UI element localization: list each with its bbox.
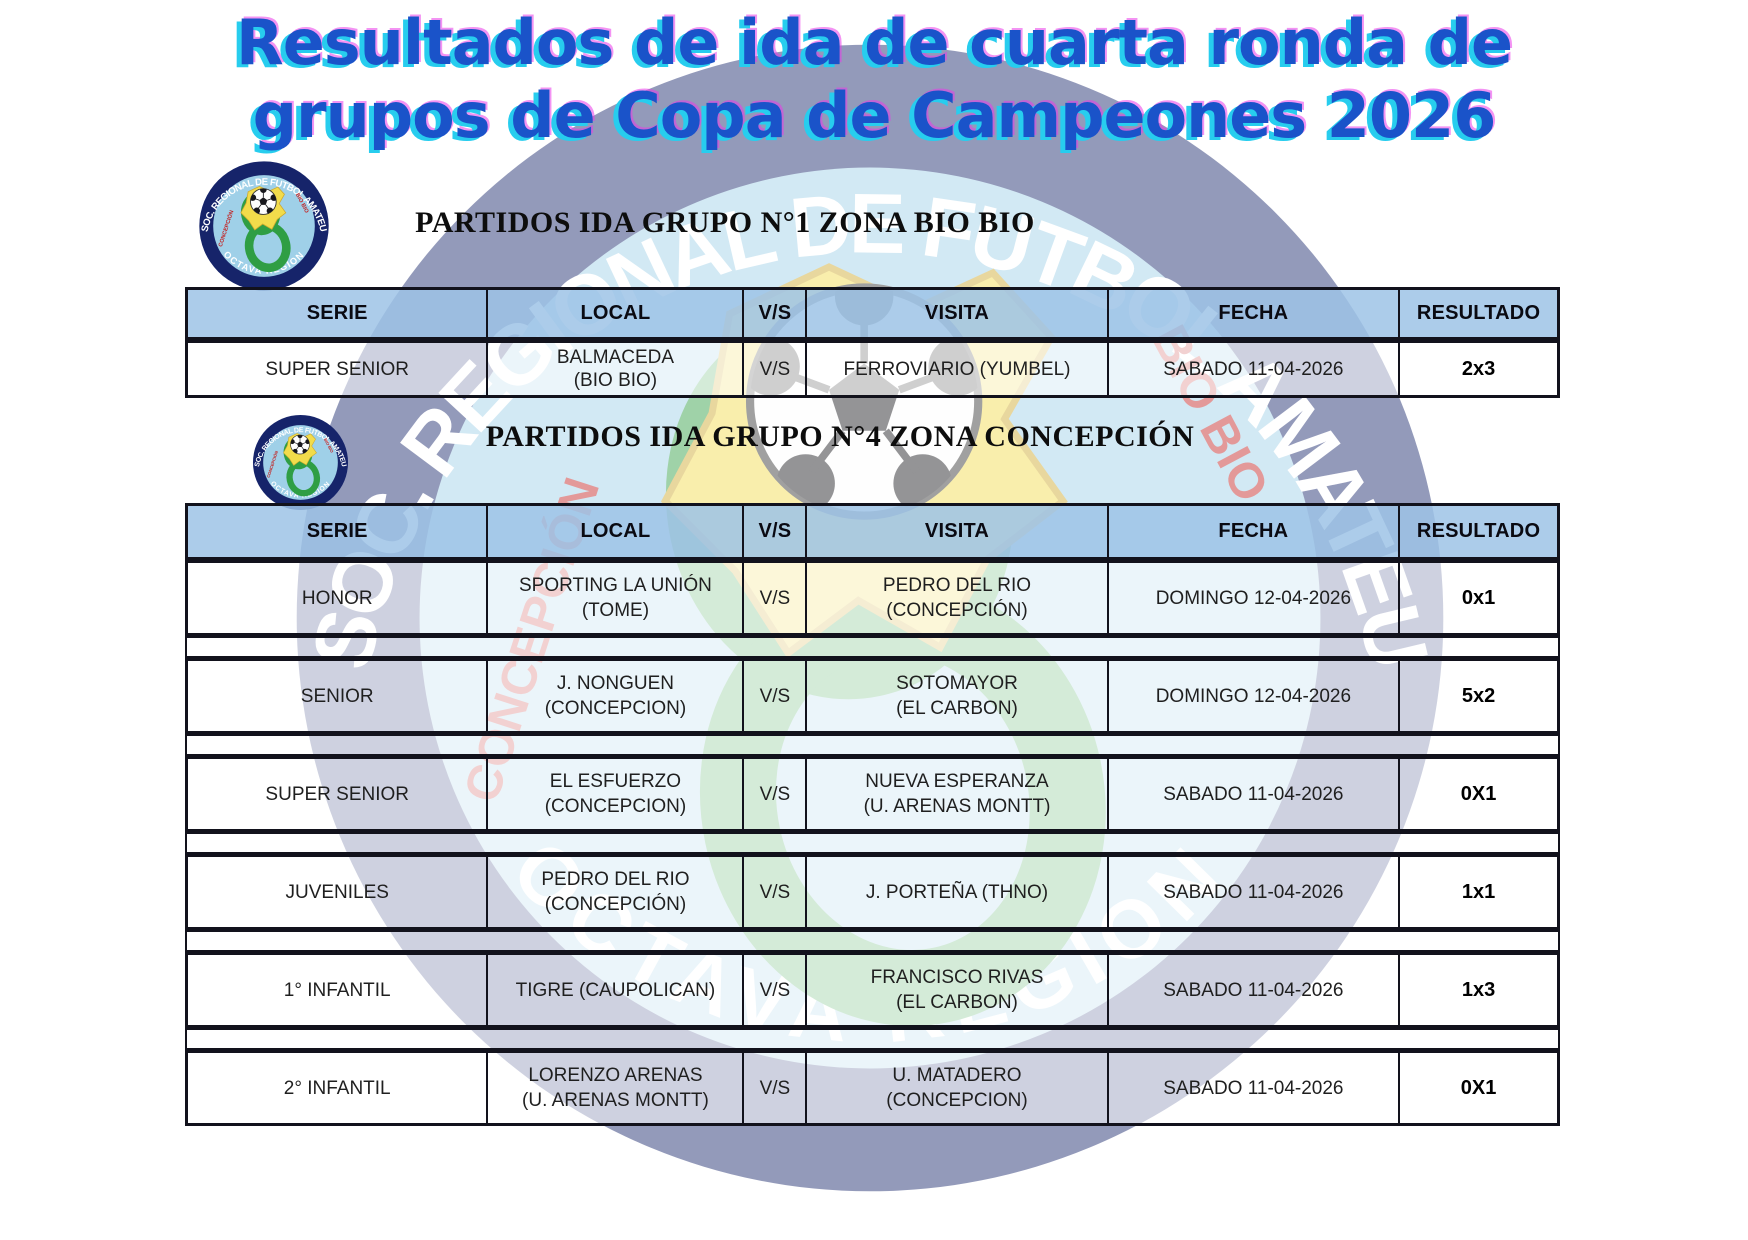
local-team-cell-line: (U. ARENAS MONTT): [522, 1090, 709, 1111]
row-spacer: [185, 636, 1560, 658]
visita-team-cell-line: J. PORTEÑA (THNO): [865, 881, 1049, 903]
serie-cell: 2° INFANTIL: [188, 1053, 486, 1123]
local-team-cell-line: SPORTING LA UNIÓN: [519, 575, 712, 596]
visita-team-cell: [805, 759, 1106, 829]
row-spacer: [185, 930, 1560, 952]
visita-team-cell-line: PEDRO DEL RIO: [882, 575, 1032, 596]
visita-team-cell-line: (CONCEPCIÓN): [886, 600, 1028, 621]
visita-team-cell-line: (EL CARBON): [896, 992, 1018, 1013]
visita-team-cell: [805, 1053, 1106, 1123]
local-team-cell-line: PEDRO DEL RIO: [541, 869, 690, 890]
resultado-cell: 1x3: [1398, 955, 1557, 1025]
visita-team-cell-line: (EL CARBON): [896, 698, 1018, 719]
resultado-cell: 1x1: [1398, 857, 1557, 927]
column-header-vs: V/S: [742, 506, 805, 557]
fecha-cell: DOMINGO 12-04-2026: [1107, 563, 1399, 633]
local-team-cell: [486, 857, 742, 927]
match-row: [185, 952, 1560, 1028]
vs-cell: V/S: [742, 563, 805, 633]
resultado-cell: 0X1: [1398, 1053, 1557, 1123]
local-team-cell-line: LORENZO ARENAS: [528, 1065, 703, 1086]
local-team-cell: [486, 955, 742, 1025]
local-team-cell-line: J. NONGUEN: [556, 673, 675, 694]
fecha-cell: SABADO 11-04-2026: [1107, 759, 1399, 829]
serie-cell: HONOR: [188, 563, 486, 633]
local-team-cell-line: (CONCEPCION): [544, 796, 687, 817]
visita-team-cell: [805, 563, 1106, 633]
fecha-cell: SABADO 11-04-2026: [1107, 1053, 1399, 1123]
vs-cell: V/S: [742, 1053, 805, 1123]
fecha-cell: SABADO 11-04-2026: [1107, 857, 1399, 927]
visita-team-cell-line: (U. ARENAS MONTT): [863, 796, 1051, 817]
resultado-cell: 0X1: [1398, 759, 1557, 829]
local-team-cell: [486, 661, 742, 731]
local-team-cell-line: (CONCEPCION): [544, 698, 687, 719]
table-header-row: [185, 503, 1560, 560]
resultado-cell: 0x1: [1398, 563, 1557, 633]
page-title: [0, 6, 1748, 152]
resultado-cell: 2x3: [1398, 343, 1557, 395]
section-heading-grupo-4: PARTIDOS IDA GRUPO N°4 ZONA CONCEPCIÓN: [485, 420, 1195, 453]
serie-cell: SENIOR: [188, 661, 486, 731]
vs-cell: V/S: [742, 955, 805, 1025]
row-spacer: [185, 1028, 1560, 1050]
page-title-line-2: grupos de Copa de Campeones 2026: [252, 79, 1496, 152]
vs-cell: V/S: [742, 661, 805, 731]
column-header-local: LOCAL: [486, 506, 742, 557]
resultado-cell: 5x2: [1398, 661, 1557, 731]
match-row: [185, 756, 1560, 832]
match-row: [185, 854, 1560, 930]
serie-cell: 1° INFANTIL: [188, 955, 486, 1025]
visita-team-cell-line: U. MATADERO: [892, 1065, 1022, 1086]
visita-team-cell-line: FERROVIARIO (YUMBEL): [843, 358, 1071, 380]
vs-cell: V/S: [742, 343, 805, 395]
row-spacer: [185, 734, 1560, 756]
column-header-serie: SERIE: [188, 290, 486, 337]
column-header-visita: VISITA: [805, 290, 1106, 337]
vs-cell: V/S: [742, 759, 805, 829]
column-header-fecha: FECHA: [1107, 506, 1399, 557]
local-team-cell-line: (TOME): [581, 600, 650, 621]
row-spacer: [185, 832, 1560, 854]
vs-cell: V/S: [742, 857, 805, 927]
fecha-cell: DOMINGO 12-04-2026: [1107, 661, 1399, 731]
column-header-serie: SERIE: [188, 506, 486, 557]
match-row: [185, 560, 1560, 636]
local-team-cell-line: BALMACEDA: [556, 347, 675, 368]
section-heading-grupo-1: PARTIDOS IDA GRUPO N°1 ZONA BIO BIO: [415, 206, 1035, 239]
visita-team-cell: [805, 343, 1106, 395]
local-team-cell-line: TIGRE (CAUPOLICAN): [515, 979, 716, 1001]
visita-team-cell-line: FRANCISCO RIVAS: [870, 967, 1044, 988]
column-header-resultado: RESULTADO: [1398, 506, 1557, 557]
local-team-cell-line: (CONCEPCIÓN): [544, 894, 687, 915]
serie-cell: SUPER SENIOR: [188, 343, 486, 395]
column-header-fecha: FECHA: [1107, 290, 1399, 337]
local-team-cell: [486, 759, 742, 829]
serie-cell: JUVENILES: [188, 857, 486, 927]
results-table-grupo-4: [185, 503, 1560, 1126]
match-row: [185, 340, 1560, 398]
table-header-row: [185, 287, 1560, 340]
visita-team-cell-line: SOTOMAYOR: [896, 673, 1018, 694]
match-row: [185, 1050, 1560, 1126]
match-row: [185, 658, 1560, 734]
column-header-resultado: RESULTADO: [1398, 290, 1557, 337]
fecha-cell: SABADO 11-04-2026: [1107, 343, 1399, 395]
local-team-cell-line: (BIO BIO): [573, 370, 658, 391]
local-team-cell: [486, 343, 742, 395]
serie-cell: SUPER SENIOR: [188, 759, 486, 829]
visita-team-cell-line: NUEVA ESPERANZA: [865, 771, 1049, 792]
page-title-line-1: Resultados de ida de cuarta ronda de: [235, 6, 1513, 79]
visita-team-cell: [805, 955, 1106, 1025]
results-table-grupo-1: [185, 287, 1560, 398]
local-team-cell: [486, 1053, 742, 1123]
column-header-local: LOCAL: [486, 290, 742, 337]
local-team-cell: [486, 563, 742, 633]
column-header-visita: VISITA: [805, 506, 1106, 557]
column-header-vs: V/S: [742, 290, 805, 337]
local-team-cell-line: EL ESFUERZO: [549, 771, 682, 792]
visita-team-cell: [805, 857, 1106, 927]
visita-team-cell: [805, 661, 1106, 731]
visita-team-cell-line: (CONCEPCION): [886, 1090, 1028, 1111]
fecha-cell: SABADO 11-04-2026: [1107, 955, 1399, 1025]
